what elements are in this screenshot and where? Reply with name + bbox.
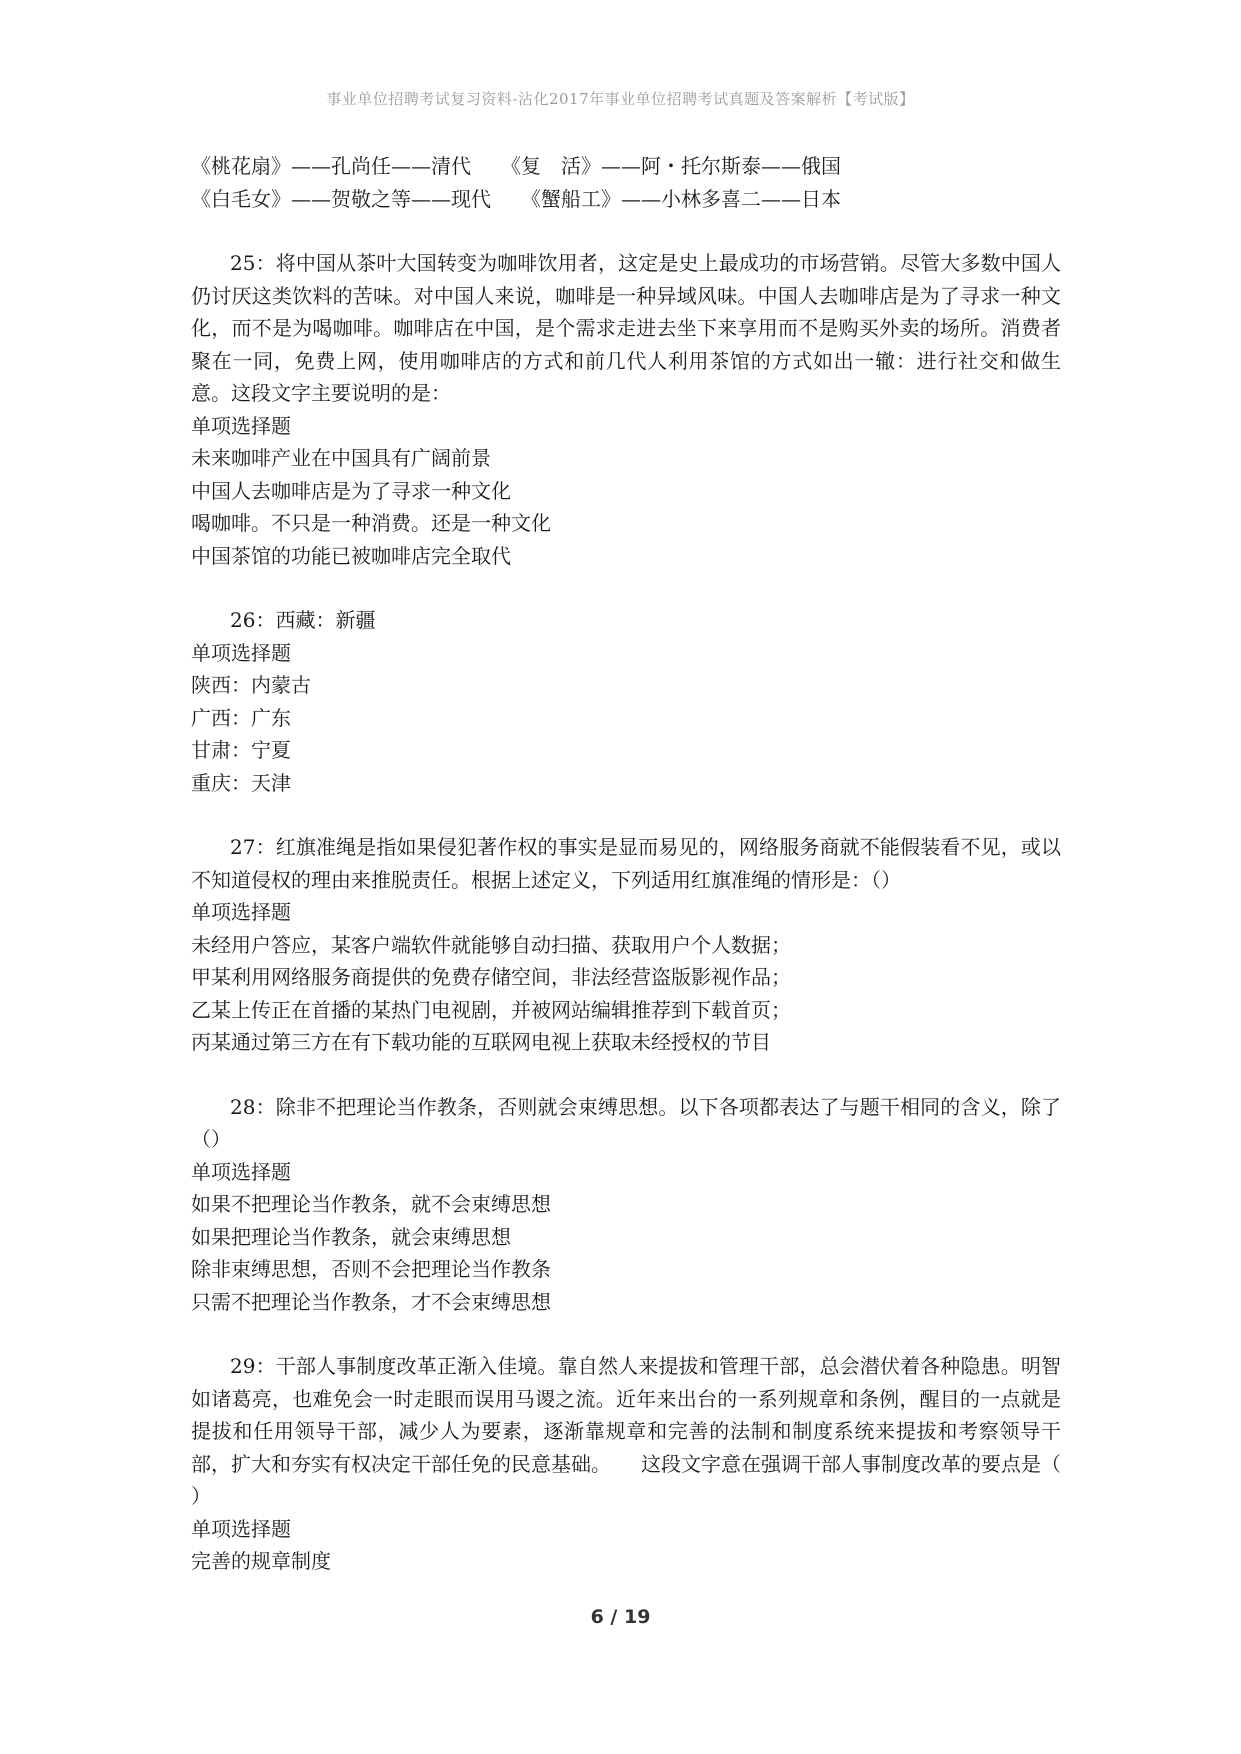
option: 中国茶馆的功能已被咖啡店完全取代 [191, 543, 511, 568]
option: 甲某利用网络服务商提供的免费存储空间，非法经营盗版影视作品； [191, 965, 791, 989]
question-27 [191, 831, 1061, 1059]
option: 广西：广东 [191, 705, 291, 730]
question-26 [191, 604, 1061, 799]
question-25 [191, 247, 1061, 572]
question-stem: 26：西藏：新疆 [230, 608, 376, 632]
question-stem: 29：干部人事制度改革正渐入佳境。靠自然人来提拔和管理干部，总会潜伏着各种隐患。明智如诸葛亮，也难免会一时走眼而误用马谡之流。近年来出台的一系列规章和条例，醒目的一点就是提拔和任用领导干部，减少人为要素，逐渐靠规章和完善的法制和制度系统来提拔和考察领导干部，扩大和夯实有权决定干部任免的民意基础。 这段文字意在强调干部人事制度改革的要点是（ ） [191, 1354, 1061, 1508]
pair-item: 《白毛女》——贺敬之等——现代 [191, 186, 491, 211]
option: 陕西：内蒙古 [191, 673, 311, 697]
option: 重庆：天津 [191, 770, 291, 795]
work-author-pairs [191, 150, 1061, 215]
option: 未来咖啡产业在中国具有广阔前景 [191, 446, 491, 470]
option: 如果不把理论当作教条，就不会束缚思想 [191, 1192, 551, 1216]
question-28 [191, 1091, 1061, 1319]
option: 甘肃：宁夏 [191, 738, 291, 762]
option: 完善的规章制度 [191, 1549, 331, 1573]
page-header: 事业单位招聘考试复习资料-沾化2017年事业单位招聘考试真题及答案解析【考试版】 [326, 90, 915, 108]
question-stem: 25：将中国从茶叶大国转变为咖啡饮用者，这定是史上最成功的市场营销。尽管大多数中国人仍讨厌这类饮料的苦味。对中国人来说，咖啡是一种异域风味。中国人去咖啡店是为了寻求一种文化，而不是为喝咖啡。咖啡店在中国，是个需求走进去坐下来享用而不是购买外卖的场所。消费者聚在一同，免费上网，使用咖啡店的方式和前几代人利用茶馆的方式如出一辙：进行社交和做生意。这段文字主要说明的是： [191, 251, 1061, 405]
pair-item: 《复 活》——阿・托尔斯泰——俄国 [501, 154, 841, 178]
question-stem: 27：红旗准绳是指如果侵犯著作权的事实是显而易见的，网络服务商就不能假装看不见，或以不知道侵权的理由来推脱责任。根据上述定义，下列适用红旗准绳的情形是：（） [191, 835, 1061, 892]
document-body [191, 150, 1061, 1578]
pair-item: 《蟹船工》——小林多喜二——日本 [521, 186, 841, 211]
option: 丙某通过第三方在有下载功能的互联网电视上获取未经授权的节目 [191, 1030, 771, 1054]
pair-item: 《桃花扇》——孔尚任——清代 [191, 154, 471, 178]
question-29 [191, 1350, 1061, 1578]
question-type: 单项选择题 [191, 413, 291, 438]
option: 乙某上传正在首播的某热门电视剧，并被网站编辑推荐到下载首页； [191, 997, 791, 1022]
question-type: 单项选择题 [191, 900, 291, 924]
question-type: 单项选择题 [191, 1516, 291, 1541]
pair-row [191, 150, 1061, 183]
option: 未经用户答应，某客户端软件就能够自动扫描、获取用户个人数据； [191, 932, 791, 957]
question-stem: 28：除非不把理论当作教条，否则就会束缚思想。以下各项都表达了与题干相同的含义，除了（） [191, 1094, 1061, 1151]
option: 喝咖啡。不只是一种消费。还是一种文化 [191, 511, 551, 535]
question-type: 单项选择题 [191, 640, 291, 665]
option: 中国人去咖啡店是为了寻求一种文化 [191, 478, 511, 503]
question-type: 单项选择题 [191, 1159, 291, 1184]
option: 除非束缚思想，否则不会把理论当作教条 [191, 1257, 551, 1281]
page-number: 6 / 19 [590, 1606, 651, 1628]
pair-row [191, 183, 1061, 216]
option: 如果把理论当作教条，就会束缚思想 [191, 1224, 511, 1249]
option: 只需不把理论当作教条，才不会束缚思想 [191, 1289, 551, 1314]
